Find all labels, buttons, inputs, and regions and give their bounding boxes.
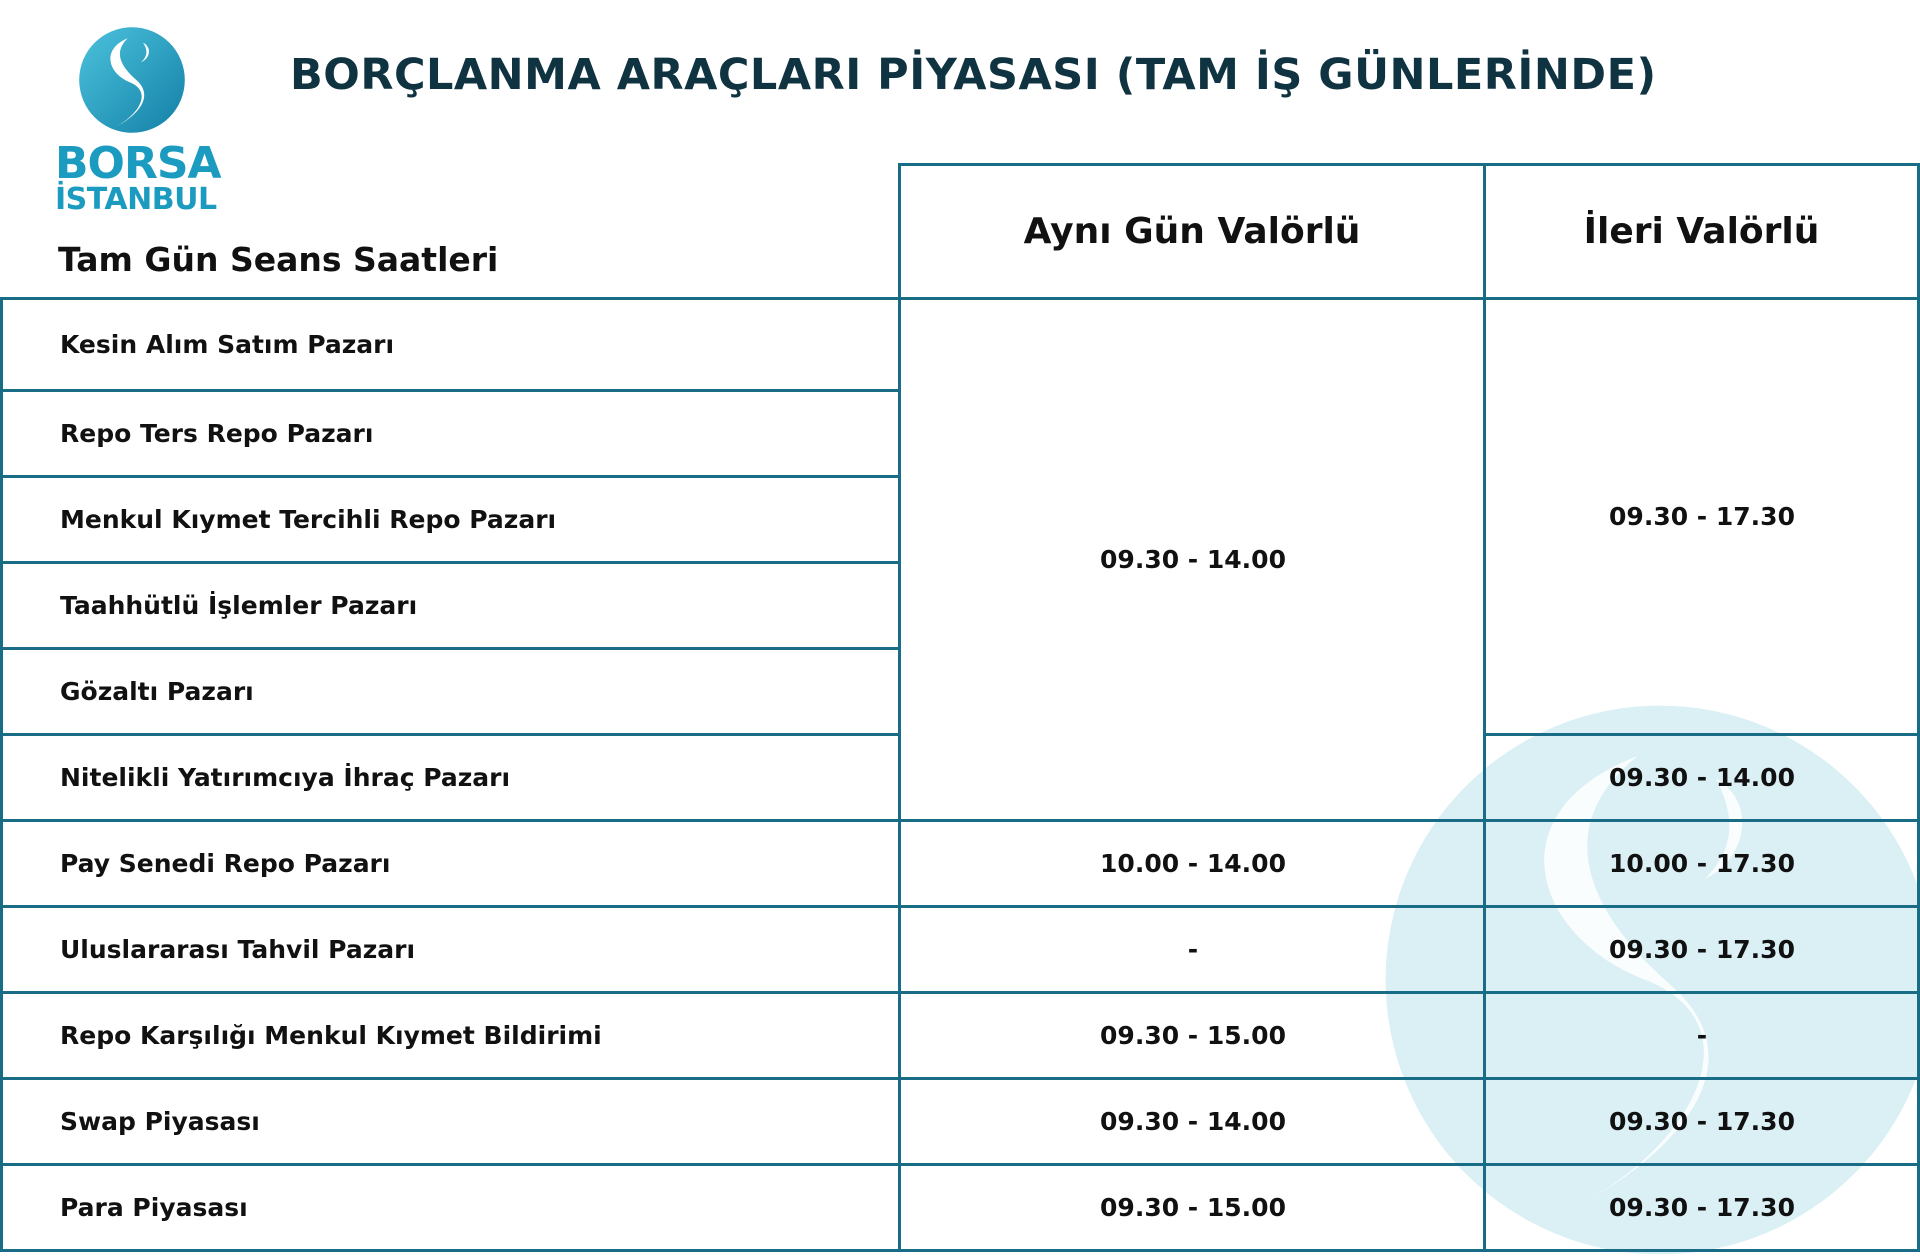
row-label: Kesin Alım Satım Pazarı: [60, 330, 395, 359]
row-label: Para Piyasası: [60, 1193, 248, 1222]
row-label: Menkul Kıymet Tercihli Repo Pazarı: [60, 505, 557, 534]
logo-line-istanbul: İSTANBUL: [55, 182, 217, 217]
forward-value: 09.30 - 17.30: [1609, 1107, 1795, 1136]
forward-value: 09.30 - 14.00: [1609, 763, 1795, 792]
logo-line-borsa: BORSA: [55, 138, 221, 189]
row-label: Uluslararası Tahvil Pazarı: [60, 935, 416, 964]
row-label: Nitelikli Yatırımcıya İhraç Pazarı: [60, 763, 511, 792]
row-label: Repo Karşılığı Menkul Kıymet Bildirimi: [60, 1021, 602, 1050]
forward-value: -: [1696, 1021, 1708, 1050]
same-day-value: 09.30 - 15.00: [1100, 1021, 1286, 1050]
row-label: Pay Senedi Repo Pazarı: [60, 849, 391, 878]
forward-value: 09.30 - 17.30: [1609, 1193, 1795, 1222]
same-day-value: 09.30 - 15.00: [1100, 1193, 1286, 1222]
same-day-value: -: [1187, 935, 1199, 964]
row-label: Repo Ters Repo Pazarı: [60, 419, 374, 448]
page-title: BORÇLANMA ARAÇLARI PİYASASI (TAM İŞ GÜNLERİNDE): [290, 50, 1657, 100]
same-day-value: 09.30 - 14.00: [1100, 1107, 1286, 1136]
row-label: Gözaltı Pazarı: [60, 677, 254, 706]
forward-value: 09.30 - 17.30: [1609, 502, 1795, 531]
same-day-value: 10.00 - 14.00: [1100, 849, 1286, 878]
same-day-value: 09.30 - 14.00: [1100, 545, 1286, 574]
forward-value: 10.00 - 17.30: [1609, 849, 1795, 878]
row-label: Swap Piyasası: [60, 1107, 260, 1136]
grid-line: [898, 163, 901, 1252]
column-header-same-day: Aynı Gün Valörlü: [1023, 211, 1361, 252]
grid-line: [0, 297, 3, 1252]
forward-value: 09.30 - 17.30: [1609, 935, 1795, 964]
table-corner-label: Tam Gün Seans Saatleri: [58, 240, 499, 279]
logo-wordmark: [55, 138, 221, 217]
row-label: Taahhütlü İşlemler Pazarı: [60, 591, 418, 620]
column-header-forward: İleri Valörlü: [1583, 211, 1820, 252]
logo-mark-icon: [77, 25, 187, 135]
